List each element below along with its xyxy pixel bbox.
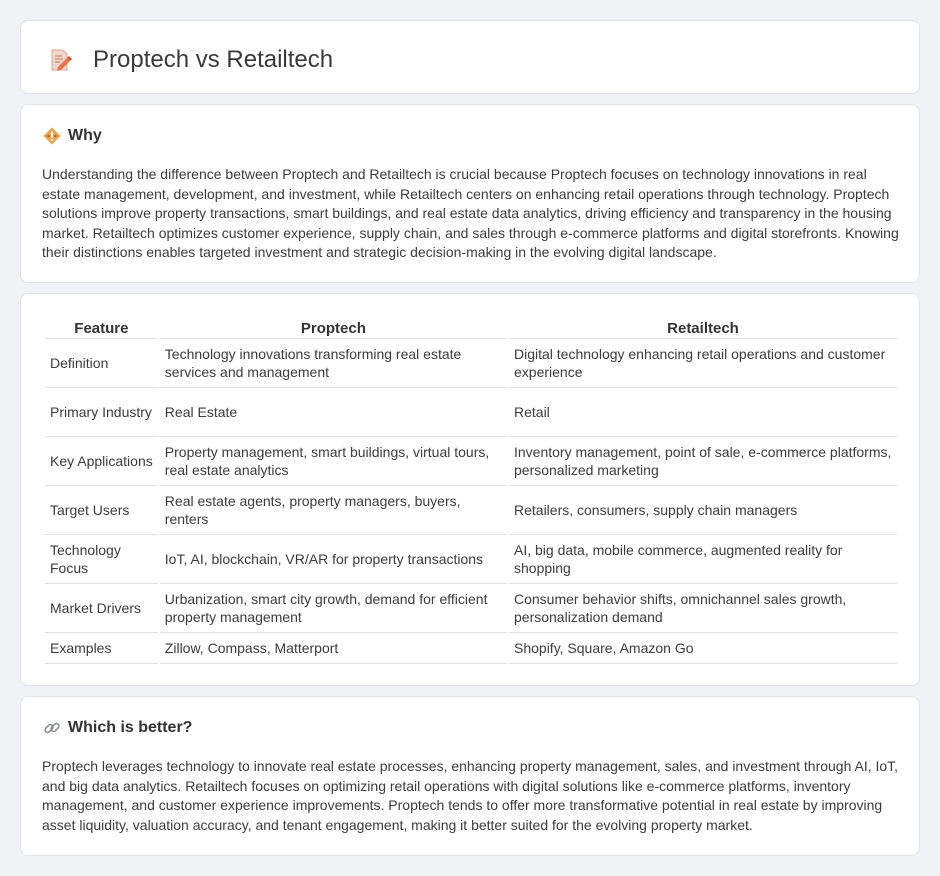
table-row — [45, 633, 897, 664]
retailtech-cell: AI, big data, mobile commerce, augmented reality for shopping — [509, 535, 897, 584]
proptech-cell: Urbanization, smart city growth, demand for efficient property management — [160, 584, 507, 633]
feature-cell: Examples — [45, 633, 158, 664]
why-card — [20, 104, 920, 283]
why-heading: Why — [68, 127, 102, 144]
diamond-warning-icon — [43, 127, 61, 145]
feature-cell: Primary Industry — [45, 388, 158, 437]
why-heading-row — [43, 127, 102, 145]
proptech-cell: IoT, AI, blockchain, VR/AR for property transactions — [160, 535, 507, 584]
column-header-proptech: Proptech — [160, 315, 507, 339]
proptech-cell: Technology innovations transforming real estate services and management — [160, 339, 507, 388]
better-card — [20, 696, 920, 856]
table-row — [45, 584, 897, 633]
comparison-card — [20, 293, 920, 686]
table-header-row — [45, 315, 897, 339]
why-text: Understanding the difference between Proptech and Retailtech is crucial because Proptech focuses on technology innovations in real estate management, development, and investment, while Retailtech centers on enhancing retail operations through technology. Proptech solutions improve property transactions, smart buildings, and real estate data analytics, driving efficiency and transparency in the housing market. Retailtech optimizes customer experience, supply chain, and sales through e-commerce platforms and digital storefronts. Knowing their distinctions enables targeted investment and strategic decision-making in the evolving digital landscape. — [42, 166, 899, 261]
table-row — [45, 437, 897, 486]
proptech-cell: Real Estate — [160, 388, 507, 437]
better-heading-row — [43, 719, 192, 737]
better-text: Proptech leverages technology to innovate real estate processes, enhancing property management, sales, and investment through AI, IoT, and big data analytics. Retailtech focuses on optimizing retail operations with digital solutions like e-commerce platforms, inventory management, and customer experience improvements. Proptech tends to offer more transformative potential in real estate by improving asset liquidity, valuation accuracy, and tenant engagement, making it better suited for the evolving property market. — [42, 758, 899, 833]
title-row — [47, 45, 333, 75]
link-icon — [43, 719, 61, 737]
table-row — [45, 339, 897, 388]
table-row — [45, 388, 897, 437]
proptech-cell: Real estate agents, property managers, buyers, renters — [160, 486, 507, 535]
feature-cell: Definition — [45, 339, 158, 388]
feature-cell: Target Users — [45, 486, 158, 535]
proptech-cell: Zillow, Compass, Matterport — [160, 633, 507, 664]
feature-cell: Market Drivers — [45, 584, 158, 633]
document-edit-icon — [47, 47, 73, 73]
page-title: Proptech vs Retailtech — [93, 46, 334, 73]
column-header-feature: Feature — [45, 315, 158, 339]
table-row — [45, 486, 897, 535]
retailtech-cell: Digital technology enhancing retail operations and customer experience — [509, 339, 897, 388]
header-card — [20, 20, 920, 94]
feature-cell: Technology Focus — [45, 535, 158, 584]
proptech-cell: Property management, smart buildings, virtual tours, real estate analytics — [160, 437, 507, 486]
retailtech-cell: Shopify, Square, Amazon Go — [509, 633, 897, 664]
feature-cell: Key Applications — [45, 437, 158, 486]
table-row — [45, 535, 897, 584]
comparison-table — [43, 315, 899, 664]
retailtech-cell: Inventory management, point of sale, e-commerce platforms, personalized marketing — [509, 437, 897, 486]
retailtech-cell: Consumer behavior shifts, omnichannel sales growth, personalization demand — [509, 584, 897, 633]
retailtech-cell: Retail — [509, 388, 897, 437]
better-heading: Which is better? — [68, 719, 193, 736]
retailtech-cell: Retailers, consumers, supply chain managers — [509, 486, 897, 535]
column-header-retailtech: Retailtech — [509, 315, 897, 339]
